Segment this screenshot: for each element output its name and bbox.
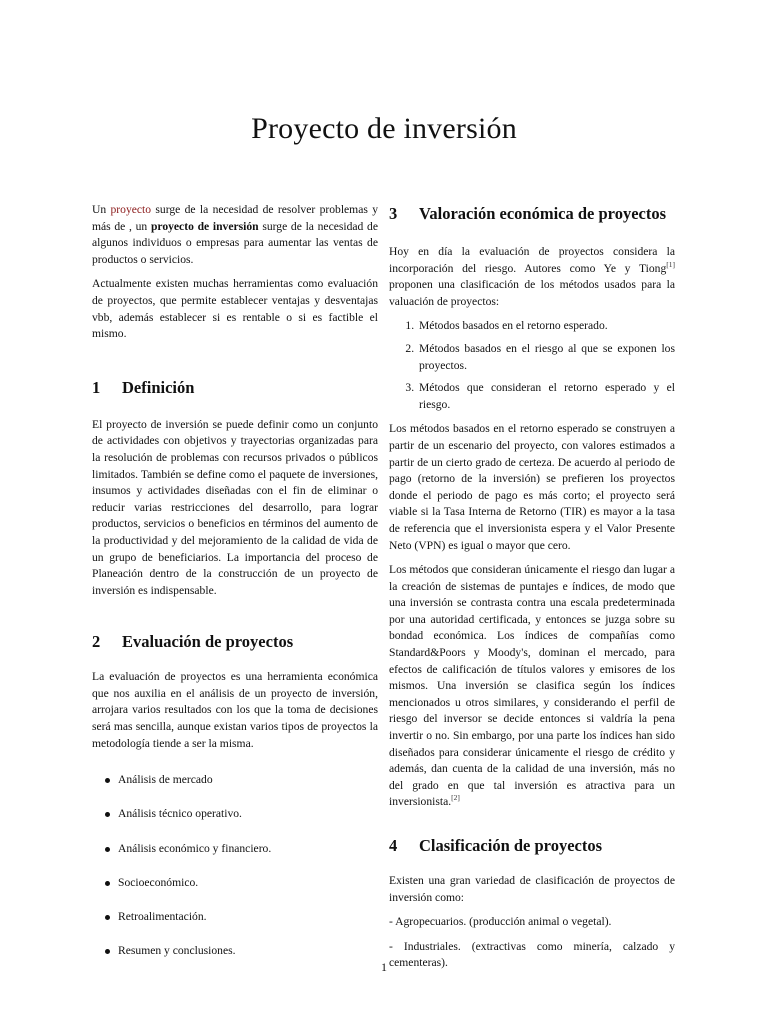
methods-list bbox=[389, 318, 675, 413]
section-4-paragraph-2: - Agropecuarios. (producción animal o vegetal). bbox=[389, 915, 612, 929]
list-item-text: Análisis de mercado bbox=[118, 773, 213, 787]
list-item bbox=[118, 943, 378, 960]
list-item bbox=[118, 875, 378, 892]
section-4-paragraph-3: - Industriales. (extractivas como minería, calzado y cementeras). bbox=[389, 939, 675, 970]
list-item bbox=[118, 806, 378, 823]
bullet-icon bbox=[105, 778, 110, 783]
bold-term: proyecto de inversión bbox=[150, 219, 259, 233]
section-title: Clasificación de proyectos bbox=[419, 836, 603, 855]
list-item bbox=[118, 772, 378, 789]
section-number: 3 bbox=[389, 204, 398, 223]
document-title: Proyecto de inversión bbox=[251, 112, 517, 145]
right-column bbox=[389, 202, 675, 980]
bullet-icon bbox=[105, 812, 110, 817]
section-3-paragraph-3 bbox=[389, 562, 675, 811]
section-title: Definición bbox=[122, 377, 195, 397]
bullet-icon bbox=[105, 881, 110, 886]
section-title: Valoración económica de proyectos bbox=[419, 204, 667, 223]
intro-text: surge de la necesidad de resolver problemas y más de , un bbox=[92, 203, 378, 233]
section-number: 1 bbox=[92, 377, 101, 397]
intro-paragraph-2: Actualmente existen muchas herramientas como evaluación de proyectos, que permite establecer ventajas y desventajas vbb, además establecer si es rentable o si es factible el mismo. bbox=[92, 277, 378, 341]
intro-paragraph-1 bbox=[92, 202, 378, 268]
paragraph-text: proponen una clasificación de los métodos usados para la valuación de proyectos: bbox=[389, 278, 675, 308]
reference-link[interactable]: [1] bbox=[666, 259, 675, 269]
list-item: 1. Métodos basados en el retorno esperado. bbox=[417, 318, 675, 335]
paragraph-text: Hoy en día la evaluación de proyectos considera la incorporación del riesgo. Autores como Ye y Tiong bbox=[389, 245, 675, 275]
left-column bbox=[92, 202, 378, 977]
section-4-paragraph-1: Existen una gran variedad de clasificación de proyectos de inversión como: bbox=[389, 874, 675, 904]
evaluation-list bbox=[92, 772, 378, 960]
section-number: 2 bbox=[92, 632, 101, 652]
list-item-text: Resumen y conclusiones. bbox=[118, 944, 236, 958]
list-item-text: Análisis técnico operativo. bbox=[118, 807, 242, 821]
list-item-text: Retroalimentación. bbox=[118, 910, 207, 923]
proyecto-link[interactable]: proyecto bbox=[110, 203, 152, 216]
section-2-paragraph: La evaluación de proyectos es una herramienta económica que nos auxilia en el análisis de un proyecto de inversión, arrojara varios resultados con los que la toma de decisiones será mas sencilla, aunque existan varios tipos de proyectos la metodología tiende a ser la misma. bbox=[92, 670, 378, 750]
list-item: 3. Métodos que consideran el retorno esperado y el riesgo. bbox=[417, 380, 675, 413]
paragraph-text: Los métodos que consideran únicamente el riesgo dan lugar a la creación de sistemas de puntajes e índices, de modo que una inversión se contrasta contra una escala predeterminada por una autoridad certificada, y entonces se juzga sobre su bondad económica. Los índices de compañías como Standard&Poors y Moody's, dominan el mercado, para efectos de calificación de títulos valores y emisores de los mismos. Una inversión se clasifica según los índices mencionados u otros similares, y considerando el perfil de riesgo del inversor se decide entonces si valdría la pena invertir o no. Sin embargo, por una parte los índices han sido diseñados para considerar únicamente el riesgo de crédito y además, dan cuenta de la calidad de una inversión, más no del grado en que tal inversión es atractiva para un inversionista. bbox=[389, 563, 675, 809]
section-3-paragraph-1 bbox=[389, 244, 675, 310]
bullet-icon bbox=[105, 949, 110, 954]
section-1-paragraph: El proyecto de inversión se puede definir como un conjunto de actividades con objetivos y trayectorias organizadas para la resolución de problemas con recursos privados o públicos limitados. También se define como el paquete de inversiones, insumos y actividades diseñadas con el fin de eliminar o reducir varias restricciones del desarrollo, para lograr productos, servicios o beneficios en términos del aumento de la productividad y del mejoramiento de la calidad de vida de un grupo de beneficiarios. La importancia del proceso de Planeación dentro de la construcción de un proyecto de inversión es indispensable. bbox=[92, 417, 378, 597]
bullet-icon bbox=[105, 847, 110, 852]
section-3-paragraph-2: Los métodos basados en el retorno esperado se construyen a partir de un escenario del proyecto, con valores estimados a partir de un cierto grado de certeza. De acuerdo al periodo de pago (retorno de la inversión) se prefieren los proyectos donde el periodo de pago es más corto; el proyecto será viable si la Tasa Interna de Retorno (TIR) es mayor a la tasa de referencia que el inversionista espera y el Valor Presente Neto (VPN) es igual o mayor que cero. bbox=[389, 422, 675, 552]
section-number: 4 bbox=[389, 836, 398, 855]
section-1-heading bbox=[92, 377, 378, 399]
intro-text: Un bbox=[92, 203, 111, 216]
list-item-text: Análisis económico y financiero. bbox=[118, 841, 272, 855]
section-3-heading bbox=[389, 202, 675, 226]
list-item bbox=[118, 909, 378, 926]
list-item-text: Socioeconómico. bbox=[118, 875, 199, 889]
page-number: 1 bbox=[381, 960, 387, 974]
intro-text: surge de la necesidad de algunos individuos o empresas para aumentar las ventas de productos o servicios. bbox=[92, 219, 378, 266]
bullet-icon bbox=[105, 915, 110, 920]
list-item: 2. Métodos basados en el riesgo al que se exponen los proyectos. bbox=[417, 341, 675, 374]
reference-link[interactable]: [2] bbox=[451, 793, 460, 803]
list-item bbox=[118, 841, 378, 858]
section-title: Evaluación de proyectos bbox=[122, 632, 294, 652]
section-2-heading bbox=[92, 631, 378, 653]
section-4-heading bbox=[389, 835, 675, 857]
